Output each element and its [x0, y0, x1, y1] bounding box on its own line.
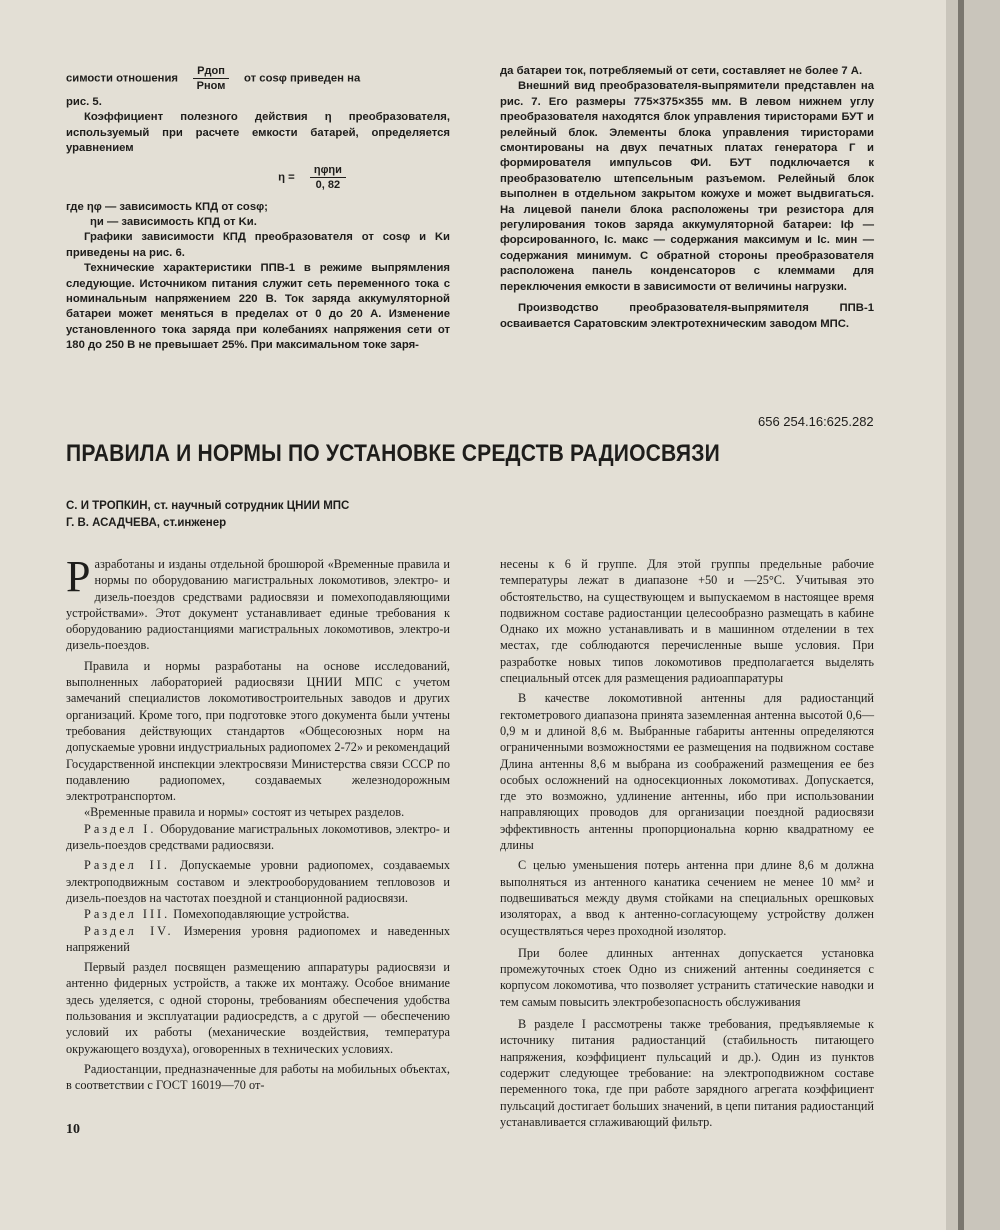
section-item: [66, 906, 450, 922]
body-left-column: [66, 552, 450, 1094]
paragraph: Внешний вид преобразователя-выпрямители представлен на рис. 7. Его размеры 775×375×355 мм. В левом нижнем углу преобразователя находятся блок управления тиристорами БУТ и релейный блок. Элементы блока управления тиристорами смонтированы на двух печатных платах генератора Г и формирователя импульсов ФИ. БУТ подключается к преобразователю штепсельным разъемом. Релейный блок выполнен в отдельном закрытом кожухе и может выдвигаться. На лицевой панели блока расположены три резистора для регулирования токов заряда аккумуляторной батареи: Iф — форсированного, Iс. макс — содержания максимум и Iс. мин — содержания минимум. С обратной стороны преобразователя расположена панель конденсаторов с клеммами для переключения емкости в зависимости от величины нагрузки.: [500, 80, 874, 293]
paragraph: Производство преобразователя-выпрямителя ППВ-1 осваивается Саратовским электротехническим заводом МПС.: [500, 302, 874, 330]
paragraph: Правила и нормы разработаны на основе исследований, выполненных лабораторией радиосвязи ЦНИИ МПС с учетом замечаний специалистов локомотивостроительных заводов и других организаций. Кроме того, при подготовке этого документа были учтены требования действующих стандартов «Общесоюзных норм на допускаемые уровни индустриальных радиопомех 2-72» и рекомендаций Государственной инспекции электросвязи Министерства связи СССР по подавлению радиопомех, создаваемых железнодорожным электротранспортом.: [66, 658, 450, 804]
section-text: Помехоподавляющие устройства.: [173, 907, 350, 922]
drop-cap: Р: [66, 552, 91, 601]
body-right-column: [500, 556, 874, 1130]
paragraph: С целью уменьшения потерь антенна при длине 8,6 м должна выполняться из антенного канатика сечением не менее 10 мм² и подвешиваться между двумя стойками на специальных орешковых изоляторах, а ввод к антенно-согласующему устройству должен осуществляться через проходной изолятор.: [500, 858, 874, 938]
ratio-line-text: симости отношения: [66, 72, 179, 85]
paragraph: несены к 6 й группе. Для этой группы предельные рабочие температуры лежат в диапазоне +50 и —25°С. Учитывая это обстоятельство, на существующем и выпускаемом в настоящее время подвижном составе радиостанции целесообразно размещать в кабине Однако их можно устанавливать и в машинном отделении в тех местах, где соблюдаются перечисленные выше условия. При разработке новых типов локомотивов предполагается выделять специальный отсек для размещения радиоаппаратуры: [500, 557, 874, 686]
authors: [66, 498, 349, 532]
top-left-column: [66, 64, 450, 354]
paragraph: Технические характеристики ППВ-1 в режиме выпрямления следующие. Источником питания служит сеть переменного тока с номинальным напряжением 220 В. Ток заряда аккумуляторной батареи может меняться в пределах от 0 до 20 А. Изменение установленного тока заряда при колебаниях напряжения сети от 180 до 250 В не превышает 25%. При максимальном токе заря-: [66, 262, 450, 352]
paragraph: В разделе I рассмотрены также требования, предъявляемые к источнику питания радиостанций (стабильность питающего напряжения, коэффициент пульсаций и др.). Один из пунктов содержит следующее требование: на электроподвижном составе переменного тока, где при работе зарядного агрегата коэффициент пульсаций достигает больших значений, в цепи питания радиостанций устанавливается сглаживающий фильтр.: [500, 1017, 874, 1129]
udc-code: 656 254.16:625.282: [758, 414, 874, 429]
section-head: Раздел IV.: [84, 923, 174, 938]
paragraph: Радиостанции, предназначенные для работы на мобильных объектах, в соответствии с ГОСТ 16019—70 от-: [66, 1061, 450, 1093]
figure-ref: рис. 5.: [66, 96, 102, 108]
paragraph: В качестве локомотивной антенны для радиостанций гектометрового диапазона принята заземленная антенна высотой 0,6—0,9 м и длиной 8,6 м. Выбранные габариты антенны определяются ограниченными возможностями ее размещения на подвижном составе Длина антенны 8,6 м выбрана из соображений размещения ее без особых осложнений на односекционных локомотивах. Допускается, где это возможно, удлинение антенны, ибо при использовании направляющих проводов для организации поездной радиосвязи эффективность антенны пропорциональна корню квадратному ее длины: [500, 691, 874, 853]
ratio-fraction: [193, 64, 229, 93]
author-line: Г. В. АСАДЧЕВА, ст.инженер: [66, 517, 227, 529]
section-item: [66, 857, 450, 906]
fraction-numerator: Pдоп: [193, 64, 229, 79]
fraction-denominator: 0, 82: [315, 178, 341, 191]
page-number: 10: [66, 1122, 80, 1137]
paragraph: «Временные правила и нормы» состоят из четырех разделов.: [84, 805, 405, 820]
article-title: ПРАВИЛА И НОРМЫ ПО УСТАНОВКЕ СРЕДСТВ РАДИОСВЯЗИ: [66, 440, 720, 467]
definition-line: где ηφ — зависимость КПД от cosφ;: [66, 200, 268, 213]
ratio-line: [66, 64, 450, 93]
top-right-column: [500, 64, 874, 332]
section-text: Измерения уровня радиопомех и наведенных напряжений: [66, 923, 450, 954]
fraction-denominator: Pном: [196, 80, 226, 92]
equation-lhs: η =: [278, 171, 295, 184]
equation-fraction: [310, 163, 346, 192]
author-line: С. И ТРОПКИН, ст. научный сотрудник ЦНИИ МПС: [66, 500, 350, 512]
section-head: Раздел III.: [84, 907, 171, 922]
adjacent-page-edge: [946, 0, 1000, 1230]
section-head: Раздел II.: [84, 858, 170, 873]
section-text: Оборудование магистральных локомотивов, электро- и дизель-поездов средствами радиосвязи.: [66, 821, 450, 853]
fraction-numerator: ηφηи: [310, 163, 346, 178]
section-text: Допускаемые уровни радиопомех, создаваемых электроподвижным составом и электрооборудованием тепловозов и дизель-поездов на частотах поездной и станционной радиосвязи.: [66, 858, 450, 905]
efficiency-equation: [186, 163, 450, 192]
section-item: [66, 821, 450, 854]
paragraph: да батареи ток, потребляемый от сети, составляет не более 7 А.: [500, 65, 863, 77]
paragraph: Графики зависимости КПД преобразователя от cosφ и Kи приведены на рис. 6.: [66, 231, 450, 259]
section-head: Раздел I.: [84, 821, 157, 836]
paragraph: Коэффициент полезного действия η преобразователя, используемый при расчете емкости батарей, определяется уравнением: [66, 111, 450, 155]
paragraph: При более длинных антеннах допускается установка промежуточных стоек Одно из снижений антенны соединяется с корпусом локомотива, что позволяет устранить статические наводки и тем самым повысить электробезопасность обслуживания: [500, 945, 874, 1009]
lead-paragraph: [66, 552, 450, 654]
ratio-line-tail: от cosφ приведен на: [244, 72, 361, 85]
paragraph: Первый раздел посвящен размещению аппаратуры радиосвязи и антенно фидерных устройств, а также их монтажу. Особое внимание здесь уделяется, с одной стороны, требованиям обеспечения удобства пользования и эксплуатации радиосредств, а с другой — обеспечению условий их работы (механические воздействия, температура окружающего воздуха), оговоренных в технических условиях.: [66, 960, 450, 1056]
page-gutter-shadow: [958, 0, 964, 1230]
section-item: [66, 923, 450, 956]
lead-text: азработаны и изданы отдельной брошюрой «Временные правила и нормы по оборудованию магистральных локомотивов, электро- и дизель-поездов средствами радиосвязи и помехоподавляющими устройствами». Этот документ устанавливает единые требования к оборудованию радиостанциями магистральных локомотивов, электро-и дизель-поездов.: [66, 557, 450, 653]
definition-line: ηи — зависимость КПД от Kи.: [90, 216, 257, 229]
